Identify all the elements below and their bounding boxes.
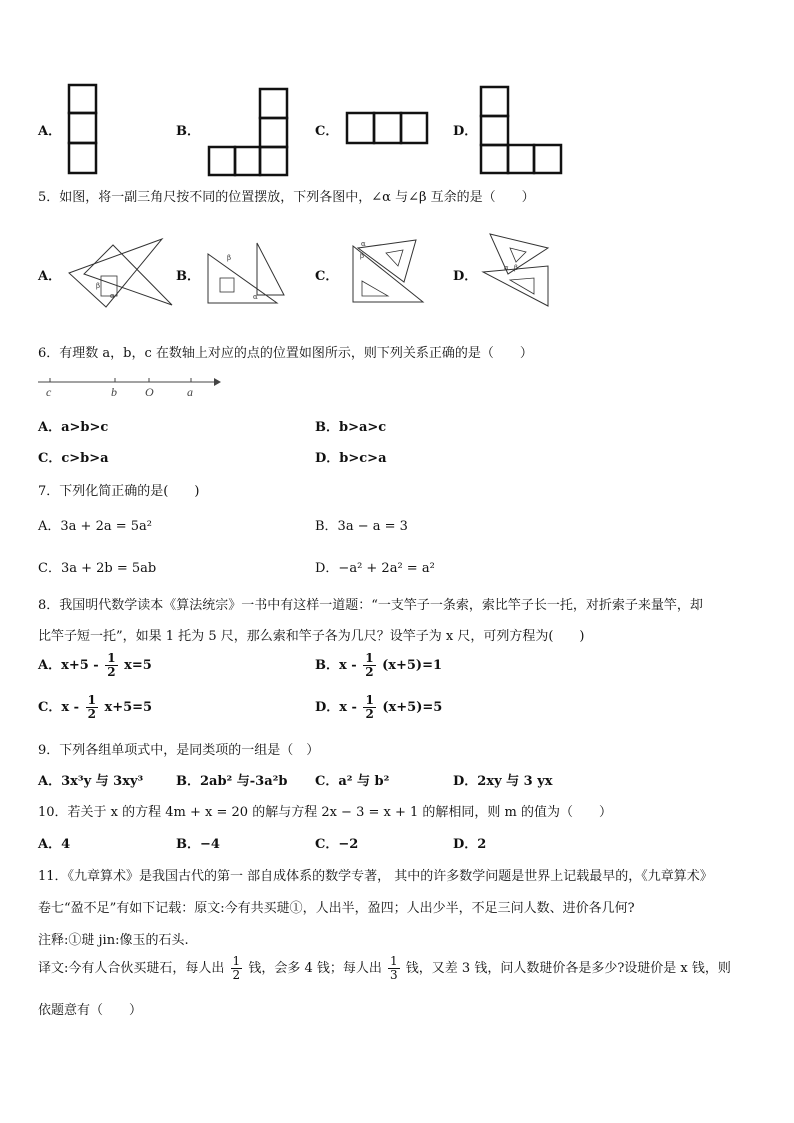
q5-option-b-label[interactable]: B． — [176, 269, 200, 284]
q6-stem: 6．有理数 a，b，c 在数轴上对应的点的位置如图所示，则下列关系正确的是（ ） — [38, 346, 533, 361]
q8-option-d[interactable]: D．x - $\frac{1}{2}$ (x+5)=5 — [315, 693, 443, 721]
q5-option-a-label[interactable]: A． — [38, 269, 62, 284]
q8-option-b[interactable]: B．x - $\frac{1}{2}$ (x+5)=1 — [315, 651, 443, 679]
fraction: $\frac{1}{2}$ — [365, 651, 374, 679]
q10-stem: 10．若关于 x 的方程 4m + x = 20 的解与方程 2x − 3 = x + 1 的解相同，则 m 的值为（ ） — [38, 805, 612, 820]
q10-option-c[interactable]: C．−2 — [315, 837, 359, 852]
fraction-one-half: $\frac{1}{2}$ — [232, 954, 241, 982]
q6-option-a[interactable]: A．a>b>c — [38, 420, 109, 435]
q11-line5: 依题意有（ ） — [38, 1003, 143, 1018]
q5-figure-b — [205, 240, 287, 306]
q8-stem-line2: 比竿子短一托”，如果 1 托为 5 尺，那么索和竿子各为几尺？设竿子为 x 尺，可列方程为( ) — [38, 629, 585, 644]
q4-option-c-label[interactable]: C． — [315, 124, 339, 139]
q9-stem: 9．下列各组单项式中，是同类项的一组是（ ） — [38, 743, 320, 758]
fraction-one-third: $\frac{1}{3}$ — [390, 954, 398, 982]
q9-option-b[interactable]: B．2ab² 与-3a²b — [176, 774, 288, 789]
axis-label-a: a — [187, 385, 193, 399]
q6-number-line — [38, 374, 222, 402]
q5-figure-a — [66, 236, 176, 310]
axis-label-b: b — [111, 385, 117, 399]
svg-text:β: β — [227, 254, 232, 262]
q4-figure-a — [66, 82, 100, 176]
fraction: $\frac{1}{2}$ — [107, 651, 116, 679]
q5-stem: 5．如图，将一副三角尺按不同的位置摆放，下列各图中，∠α 与∠β 互余的是（ ） — [38, 190, 535, 205]
q4-option-a-label[interactable]: A． — [38, 124, 62, 139]
q4-figure-d — [478, 84, 564, 176]
q9-option-c[interactable]: C．a² 与 b² — [315, 774, 390, 789]
q10-option-a[interactable]: A．4 — [38, 837, 71, 852]
fraction: $\frac{1}{2}$ — [365, 693, 374, 721]
q11-line3: 注释:①琎 jin:像玉的石头. — [38, 933, 189, 948]
q8-option-a[interactable]: A．x+5 - $\frac{1}{2}$ x=5 — [38, 651, 152, 679]
q5-option-c-label[interactable]: C． — [315, 269, 339, 284]
q6-option-b[interactable]: B．b>a>c — [315, 420, 387, 435]
q8-option-c[interactable]: C．x - $\frac{1}{2}$ x+5=5 — [38, 693, 153, 721]
svg-text:α: α — [253, 293, 258, 301]
q8-stem-line1: 8．我国明代数学读本《算法统宗》一书中有这样一道题：“一支竿子一条索，索比竿子长一托，对折索子来量竿，却 — [38, 598, 703, 613]
q10-option-b[interactable]: B．−4 — [176, 837, 220, 852]
axis-label-c: c — [46, 385, 52, 399]
q5-figure-d — [480, 230, 554, 312]
q5-option-d-label[interactable]: D． — [453, 269, 478, 284]
q11-line1: 11．《九章算术》是我国古代的第一 部自成体系的数学专著， 其中的许多数学问题是世界上记载最早的，《九章算术》 — [38, 869, 713, 884]
q10-option-d[interactable]: D．2 — [453, 837, 487, 852]
q6-option-d[interactable]: D．b>c>a — [315, 451, 387, 466]
svg-text:β: β — [514, 264, 519, 272]
q4-figure-b — [206, 86, 290, 178]
q4-option-d-label[interactable]: D． — [453, 124, 478, 139]
q9-option-a[interactable]: A．3x³y 与 3xy³ — [38, 774, 144, 789]
q9-option-d[interactable]: D．2xy 与 3 yx — [453, 774, 553, 789]
q4-option-b-label[interactable]: B． — [176, 124, 200, 139]
q5-figure-c — [348, 236, 428, 310]
q7-stem: 7．下列化简正确的是( ) — [38, 484, 200, 499]
q11-line4: 译文:今有人合伙买琎石，每人出 $\frac{1}{2}$ 钱，会多 4 钱；每人出 $\frac{1}{3}$ 钱，又差 3 钱，问人数琎价各是多少?设琎价是 x 钱，则 — [38, 954, 731, 982]
svg-text:α: α — [504, 264, 509, 272]
q7-option-d[interactable]: D．−a² + 2a² = a² — [315, 561, 435, 576]
q7-option-b[interactable]: B．3a − a = 3 — [315, 519, 408, 534]
svg-text:β: β — [96, 282, 101, 290]
q6-option-c[interactable]: C．c>b>a — [38, 451, 109, 466]
axis-label-o: O — [145, 385, 154, 399]
svg-text:α: α — [361, 240, 366, 248]
q11-line2: 卷七“盈不足”有如下记载：原文:今有共买琎①，人出半，盈四；人出少半，不足三问人数、进价各几何? — [38, 901, 635, 916]
q7-option-a[interactable]: A．3a + 2a = 5a² — [38, 519, 152, 534]
fraction: $\frac{1}{2}$ — [87, 693, 96, 721]
svg-text:α: α — [110, 292, 115, 300]
q4-figure-c — [344, 110, 430, 146]
q7-option-c[interactable]: C．3a + 2b = 5ab — [38, 561, 157, 576]
svg-text:β: β — [360, 252, 365, 260]
